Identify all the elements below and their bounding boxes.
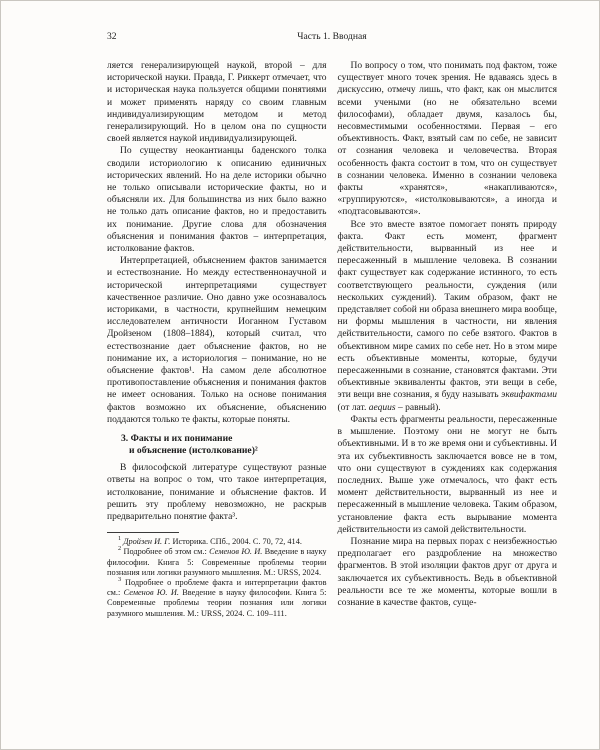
text-run: Семенов Ю. И. <box>209 547 263 557</box>
paragraph <box>107 255 327 426</box>
text-run: (от лат. <box>337 402 369 413</box>
paragraph <box>107 462 327 523</box>
text-run: По вопросу о том, что понимать под фактом, тоже существует много точек зрения. Не вдаваясь здесь в дискуссию, отмечу лишь, что факт, как он мыслится всеми учеными (но не обязательно всеми философами), обладает двумя, казалось бы, несовместимыми особенностями. Первая – его объективность. Факт, взятый сам по себе, не зависит от сознания человека и человечества. Вторая особенность факта состоит в том, что он существует в сознании человека. Именно в сознании человека факты «хранятся», «накапливаются», «группируются», «истолковываются», а иногда и «подтасовываются». <box>337 61 557 218</box>
right-column <box>338 60 558 718</box>
paragraph <box>107 60 327 145</box>
left-column <box>107 60 327 718</box>
text-run: Подробнее об этом см.: <box>123 547 210 557</box>
text-run: – равный). <box>395 402 441 413</box>
text-run: Факты есть фрагменты реальности, пересаженные в мышление. Поэтому они не могут не быть объективными. И в то же время они и субъективны. И эта их субъективность заключается вовсе не в том, что они существуют в суждениях как содержания последних. Выше уже отмечалось, что факт есть момент действительности, вырванный из нее и пересаженный в мышление человека. Таким образом, установление факта есть вырывание момента действительности из самой действительности. <box>337 414 557 535</box>
footnote-marker: 3 <box>118 576 122 584</box>
text-run: Введение в науку философии. Книга 5: Современные проблемы теории познания или логики разумного мышления. М.: URSS, 2024. С. 109–111. <box>107 588 327 618</box>
text-run: aequus <box>368 402 396 413</box>
paragraph <box>338 60 558 219</box>
paragraph <box>338 219 558 414</box>
footnote-marker: 2 <box>118 545 122 553</box>
text-run: Интерпретацией, объяснением фактов занимается и естествознание. Но между естественнонаучной и исторической интерпретациями существует качественное различие. Оно давно уже осознавалось историками, в частности, крупнейшим немецким исследователем античности Иоганном Густавом Дройзеном (1808–1884), который считал, что естествознание дает объяснение фактов, но не понимание их, а историология – понимание, но не объяснение фактов¹. На самом деле абсолютное противопоставление объяснения и понимания фактов не имеет основания. Только на основе понимания фактов возможно их объяснение, объяснению поддаются только те факты, которые поняты. <box>107 256 327 425</box>
running-head: Часть 1. Вводная <box>297 31 367 42</box>
section-heading <box>107 433 327 457</box>
text-columns <box>107 60 557 718</box>
paragraph <box>107 145 327 255</box>
paragraph <box>338 414 558 536</box>
footnote <box>107 537 327 547</box>
section-heading-line: и объяснение (истолкование)² <box>129 445 258 457</box>
section-heading-line: 3. Факты и их понимание <box>121 433 233 445</box>
text-run: ляется генерализирующей наукой, второй – для исторической науки. Правда, Г. Риккерт отмечает, что и историческая наука пользуется общими понятиями и может применять наряду со своим главным индивидуализирующим методом и метод генерализирующий. Но в целом она по сущности своей является наукой индивидуализирующей. <box>107 61 327 145</box>
text-run: Семенов Ю. И. <box>123 588 179 598</box>
page-header <box>107 31 557 44</box>
footnotes <box>107 537 327 619</box>
text-run: Познание мира на первых порах с неизбежностью предполагает его раздробление на множество фрагментов. В этой изоляции фактов друг от друга и заключается их субъективность. Ведь в объективной реальности все те же моменты, которые вошли в сознание в качестве фактов, суще- <box>337 536 557 608</box>
footnote-separator <box>107 532 179 533</box>
text-run: В философской литературе существуют разные ответы на вопрос о том, что такое интерпретация, истолкование, понимание и объяснение фактов. И решить эту проблему невозможно, не раскрыв предварительно понятие факта³. <box>107 463 327 522</box>
footnote <box>107 547 327 578</box>
text-run: Все это вместе взятое помогает понять природу факта. Факт есть момент, фрагмент действительности, вырванный из нее и пересаженный в мышление человека. В сознании факт существует как содержание истинного, то есть соответствующего реальности, суждения (или нескольких суждений). Таким образом, факт не представляет собой ни образа внешнего мира вообще, ни формы мышления в частности, ни явления действительности, самого по себе взятого. Фактов в объективном мире самих по себе нет. Но в этом мире есть объективные моменты, которые, будучи пересаженными в сознание, становятся фактами. Эти объективные эквиваленты фактов, эти вещи в себе, эти вещи вне сознания, я буду называть <box>337 219 557 401</box>
text-run: Дройзен И. Г. <box>123 537 171 547</box>
text-run: Историка. СПб., 2004. С. 70, 72, 414. <box>170 537 302 547</box>
text-run: По существу неокантианцы баденского толка сводили историологию к описанию единичных исторических явлений. Но на деле историки обычно не только описывали исторические факты, но и объясняли их. Для большинства из них было важно не только дать описание фактов, но и предоставить их понимание. Другие слова для обозначения объяснения и понимания фактов – интерпретация, истолкование фактов. <box>107 146 327 255</box>
footnote-marker: 1 <box>118 535 122 543</box>
text-run: Введение в науку философии. Книга 5: Современные проблемы теории познания или логики разумного мышления. М.: URSS, 2024. <box>107 547 327 577</box>
page-number: 32 <box>107 31 117 42</box>
paragraph <box>338 536 558 609</box>
text-run: Подробнее о проблеме факта и интерпретации фактов см.: <box>107 577 327 598</box>
text-run: эквифактами <box>501 390 557 401</box>
footnote <box>107 578 327 619</box>
